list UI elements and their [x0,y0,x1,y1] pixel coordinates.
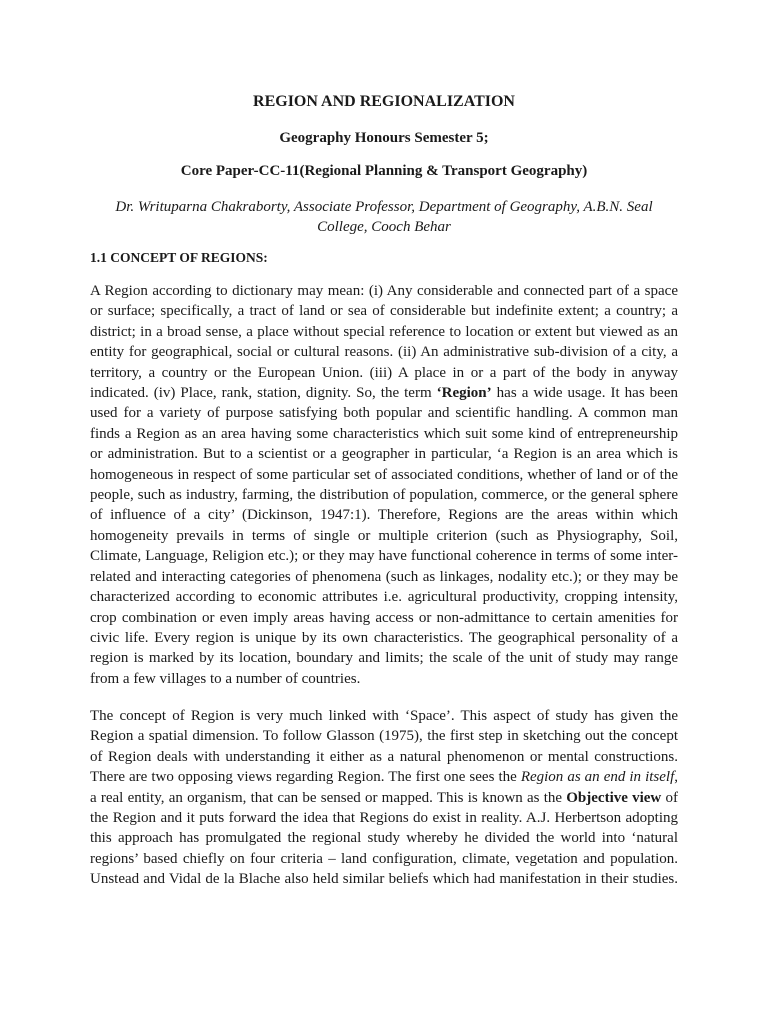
text-run: of [661,789,678,806]
text-line: region is marked by its location, boundary and limits; the scale of the unit of study may range [90,650,678,667]
text-line: from a few villages to a number of countries. [90,670,361,687]
text-run: indicated. (iv) Place, rank, station, dignity. So, the term [90,385,437,402]
text-line: civic life. Every region is unique by its own characteristics. The geographical personality of a [90,629,678,646]
text-line: of influence of a city’ (Dickinson, 1947:1). Therefore, Regions are the areas within which [90,507,678,524]
end-in-itself-italic: Region as an end in itself [520,769,675,786]
paper-subtitle: Core Paper-CC-11(Regional Planning & Transport Geography) [180,163,588,179]
text-run: has a wide usage. It has been [491,385,678,402]
text-line: district; in a broad sense, a place without special reference to location or extent but viewed as an [90,323,678,340]
text-line: The concept of Region is very much linked with ‘Space’. This aspect of study has given the [90,708,678,724]
text-line: the Region and it puts forward the idea that Regions do exist in reality. A.J. Herbertson adopting [90,810,678,827]
paragraph-space-concept [90,706,678,890]
course-subtitle: Geography Honours Semester 5; [279,130,489,146]
text-line: finds a Region as an area having some characteristics which suit some kind of entrepreneurship [90,425,678,442]
text-line [90,383,678,403]
text-line: or surface; specifically, a tract of land or sea of considerable but indefinite extent; a country; a [90,303,678,320]
text-line [90,767,678,787]
text-line: crop combination or even imply areas having access or non-admittance to certain amenities for [90,609,678,626]
text-line: of Region deals with understanding it either as a natural phenomenon or mental constructions. [90,748,678,765]
text-line: Climate, Language, Religion etc.); or they may have functional coherence in terms of some inter- [90,548,678,565]
text-line [90,788,678,808]
text-line: people, such as industry, farming, the distribution of population, commerce, or the general sphere [90,487,678,504]
text-line: homogeneity prevails in terms of single or multiple criterion (such as Physiography, Soil, [90,527,678,544]
paragraph-concept-definition [90,281,678,689]
region-term-bold: ‘Region’ [436,385,492,402]
text-line: A Region according to dictionary may mean: (i) Any considerable and connected part of a space [90,283,678,299]
text-line: or administration. But to a scientist or a geographer in particular, ‘a Region is an area which is [90,446,678,463]
text-line: used for a variety of purpose satisfying both popular and scientific handling. A common man [90,405,678,422]
author-affiliation: Dr. Writuparna Chakraborty, Associate Professor, Department of Geography, A.B.N. Seal College, Cooch Behar [115,199,653,235]
text-line: territory, a country or the European Union. (iii) A place in or a part of the body in anyway [90,364,678,381]
text-line: entity for geographical, social or cultural reasons. (ii) An administrative sub-division of a city, a [90,344,678,361]
text-run: a real entity, an organism, that can be sensed or mapped. This is known as the [90,789,567,806]
objective-view-bold: Objective view [566,789,662,806]
text-line: Region a spatial dimension. To follow Glasson (1975), the first step in sketching out the concept [90,728,678,745]
text-line: related and interacting categories of phenomena (such as linkages, nodality etc.); or they may be [90,568,678,585]
text-line: characterized according to economic attributes i.e. agricultural productivity, cropping intensity, [90,589,678,606]
document-title: REGION AND REGIONALIZATION [253,93,515,110]
text-run: There are two opposing views regarding Region. The first one sees the [90,769,521,786]
text-run: , [674,769,678,786]
text-line: homogeneous in respect of some particular set of associated conditions, whether of land or of the [90,466,678,483]
text-line: Unstead and Vidal de la Blache also held similar beliefs which had manifestation in their studies. [90,871,678,888]
section-heading: 1.1 CONCEPT OF REGIONS: [90,250,268,265]
text-line: regions’ based chiefly on four criteria – land configuration, climate, vegetation and population. [90,850,678,867]
text-line: this approach has promulgated the regional study whereby he divided the world into ‘natural [90,830,678,847]
